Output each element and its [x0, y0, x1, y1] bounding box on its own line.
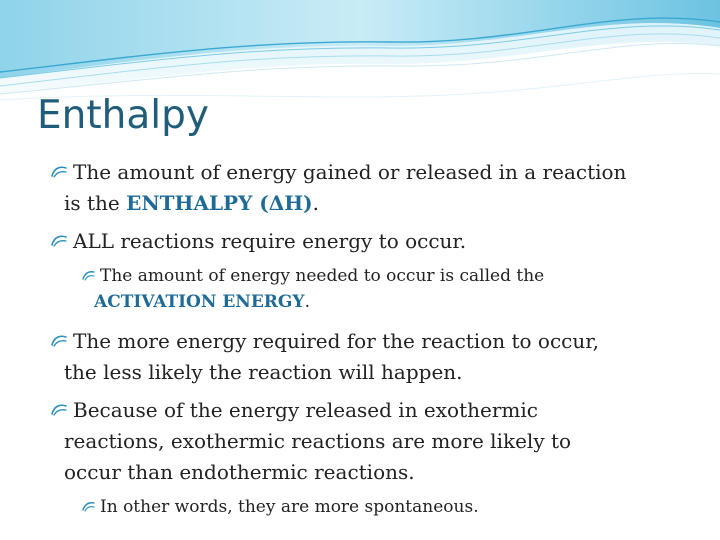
- bullet-text: The amount of energy needed to occur is called the: [100, 266, 545, 286]
- bullet-exothermic: [64, 395, 572, 488]
- bullet-text: [94, 289, 544, 315]
- bullet-all-reactions: [73, 226, 466, 257]
- bullet-spontaneous: [100, 494, 479, 520]
- bullet-more-energy: [64, 326, 599, 388]
- bullet-text: The more energy required for the reaction to occur,: [73, 329, 599, 353]
- bullet-enthalpy-definition: [64, 157, 627, 219]
- curl-bullet-icon: [51, 403, 68, 416]
- enthalpy-term: ENTHALPY (ΔH): [126, 191, 313, 215]
- bullet-text: the less likely the reaction will happen.: [64, 360, 463, 384]
- curl-bullet-icon: [51, 334, 68, 347]
- bullet-text: In other words, they are more spontaneous.: [100, 497, 479, 517]
- slide-title: Enthalpy: [37, 93, 209, 138]
- bullet-text-fragment: .: [312, 191, 320, 215]
- curl-bullet-icon: [51, 234, 68, 247]
- bullet-activation-energy: [94, 263, 545, 315]
- bullet-text: ALL reactions require energy to occur.: [73, 229, 467, 253]
- curl-bullet-icon: [82, 270, 96, 281]
- bullet-text-fragment: is the: [64, 191, 127, 215]
- curl-bullet-icon: [51, 165, 68, 178]
- bullet-text: occur than endothermic reactions.: [64, 460, 415, 484]
- curl-bullet-icon: [82, 501, 96, 512]
- bullet-text: reactions, exothermic reactions are more likely to: [64, 429, 572, 453]
- activation-energy-term: ACTIVATION ENERGY: [94, 292, 305, 312]
- bullet-text: The amount of energy gained or released in a reaction: [73, 160, 627, 184]
- bullet-text-fragment: .: [304, 292, 310, 312]
- bullet-text: [64, 188, 626, 219]
- bullet-text: Because of the energy released in exothermic: [73, 398, 538, 422]
